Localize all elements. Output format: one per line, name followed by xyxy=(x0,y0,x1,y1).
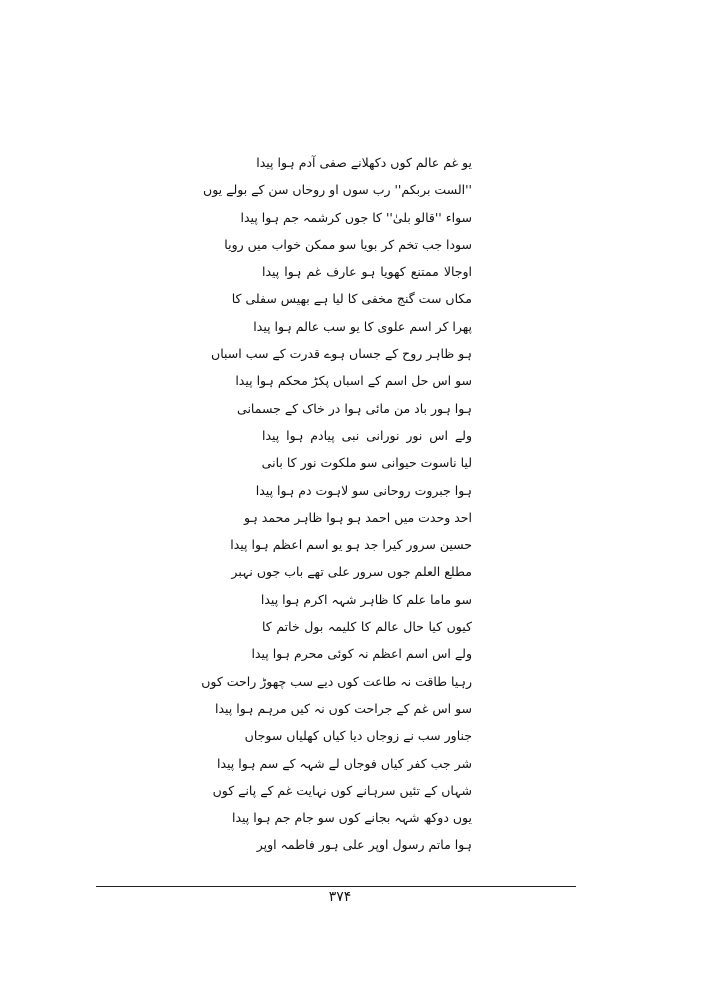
poem-line: شہاں کے تئیں سرہانے کوں نہایت غم کے پانے کوں xyxy=(212,782,472,798)
poem-line: سودا جب تخم کر بویا سو ممکن خواب میں رویا xyxy=(224,236,472,252)
poem xyxy=(201,149,472,859)
poem-line: لیا ناسوت حیوانی سو ملکوت نور کا بانی xyxy=(261,455,472,471)
poem-line: جناور سب نے زوجاں دیا کیاں کھلیاں سوجاں xyxy=(244,728,472,744)
poem-line: ہو ظاہر روح کے جساں ہوے قدرت کے سب اسباں xyxy=(211,346,472,362)
poem-line: پھرا کر اسم علوی کا یو سب عالم ہوا پیدا xyxy=(253,318,472,334)
poem-line: ہوا جبروت روحانی سو لاہوت دم ہوا پیدا xyxy=(255,482,472,498)
poem-line: سواء ''قالو بلیٰ'' کا جوں کرشمہ جم ہوا پیدا xyxy=(240,209,472,225)
footer-divider xyxy=(96,886,576,887)
poem-line: سو اس غم کے جراحت کوں نہ کیں مرہم ہوا پیدا xyxy=(214,700,472,716)
poem-line: شر جب کفر کیاں فوجاں لے شہہ کے سم ہوا پیدا xyxy=(217,755,472,771)
poem-line: سو اس حل اسم کے اسباں پکڑ محکم ہوا پیدا xyxy=(235,373,472,389)
poem-line: ہوا ماتم رسول اوپر علی ہور فاطمہ اوپر xyxy=(256,837,472,853)
poem-line: حسین سرور کیرا جد ہو یو اسم اعظم ہوا پیدا xyxy=(230,537,472,553)
poem-line: ''الست بربکم'' رب سوں او روحاں سن کے بولے یوں xyxy=(203,182,472,198)
poem-line: سو ماما علم کا ظاہر شہہ اکرم ہوا پیدا xyxy=(260,591,472,607)
poem-line: مکاں ست گنج مخفی کا لیا ہے بھیس سفلی کا xyxy=(231,291,472,307)
poem-line: اوجالا ممتنع کھویا ہو عارف غم ہوا پیدا xyxy=(262,264,472,280)
poem-line: ولے اس اسم اعظم نہ کوئی محرم ہوا پیدا xyxy=(251,646,472,662)
poem-line: رہیا طاقت نہ طاعت کوں دیے سب چھوڑ راحت کوں xyxy=(201,673,472,689)
poem-line: احد وحدت میں احمد ہو ہوا ظاہر محمد ہو xyxy=(244,509,472,525)
poem-line: یوں دوکھ شہہ بجانے کوں سو جام جم ہوا پیدا xyxy=(232,810,472,826)
poem-line: یو غم عالم کوں دکھلانے صفی آدم ہوا پیدا xyxy=(256,155,472,170)
poem-line: مطلع العلم جوں سرور علی تھے باب جوں نہبر xyxy=(231,564,472,580)
poem-line: کیوں کیا حال عالم کا کلیمہ بول خاتم کا xyxy=(262,619,472,635)
page-number: ۳۷۴ xyxy=(328,889,352,905)
poem-line: ولے اس نور نورانی نبی پیادم ہوا پیدا xyxy=(262,427,472,443)
poem-line: ہوا ہور باد من مائی ہوا در خاک کے جسمانی xyxy=(237,400,472,416)
